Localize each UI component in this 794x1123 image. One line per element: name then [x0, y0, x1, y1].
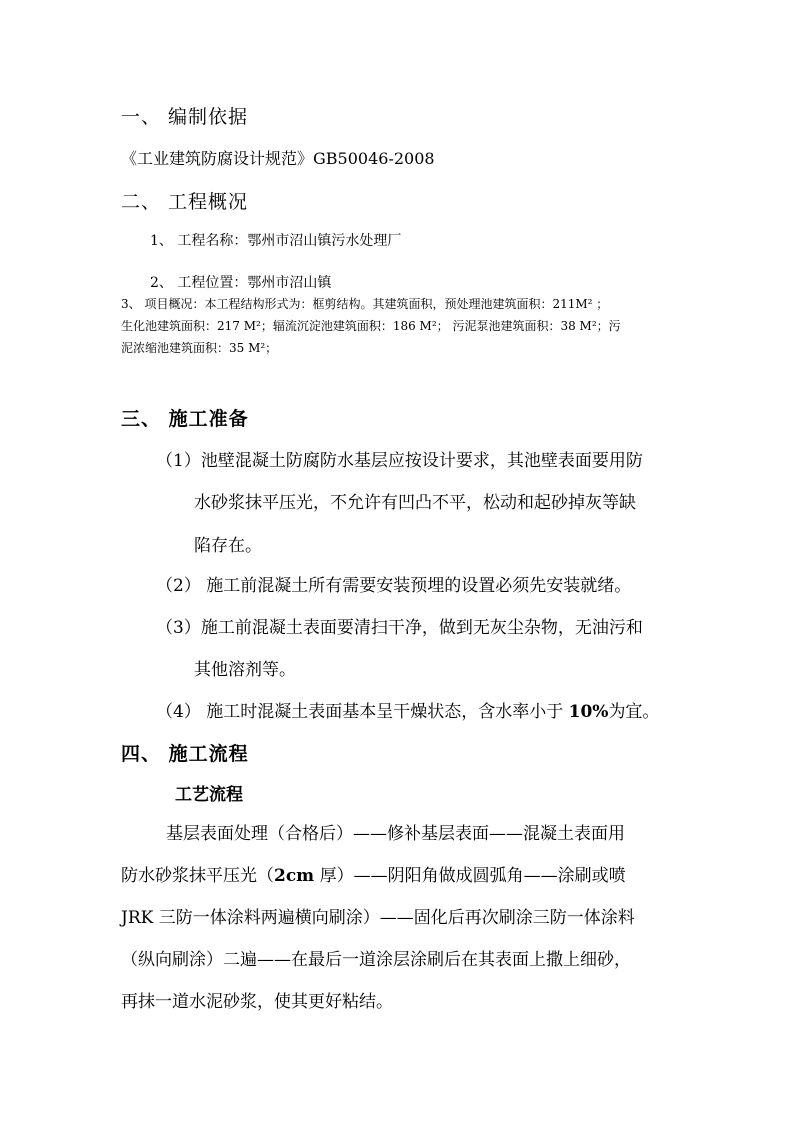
- s2-item-1: 1、 工程名称：鄂州市沼山镇污水处理厂: [150, 233, 402, 249]
- s2-item-3-line-3: 泥浓缩池建筑面积：35 M²；: [121, 341, 278, 355]
- s4-flow-line-2-thickness: 2cm: [274, 866, 315, 886]
- s4-flow-line-2-pre: 防水砂浆抹平压光（: [121, 866, 274, 886]
- s3-p4-text: （4） 施工时混凝土表面基本呈干燥状态，含水率小于: [156, 702, 569, 722]
- s2-item-3-line-1: 3、 项目概况：本工程结构形式为：框剪结构。其建筑面积，预处理池建筑面积：211M² ；: [121, 297, 609, 311]
- s3-p2: （2） 施工前混凝土所有需要安装预埋的设置必须先安装就绪。: [156, 576, 632, 596]
- s2-item-2: 2、 工程位置：鄂州市沼山镇: [150, 275, 332, 291]
- s4-flow-line-1: 基层表面处理（合格后）——修补基层表面——混凝土表面用: [166, 824, 625, 844]
- s4-flow-line-3: JRK 三防一体涂料两遍横向刷涂）——固化后再次刷涂三防一体涂料: [121, 908, 635, 928]
- s3-p4-percent: 10%: [568, 702, 609, 722]
- s3-p4: [156, 704, 659, 721]
- s4-subheading: 工艺流程: [175, 785, 243, 805]
- s4-flow-line-5: 再抹一道水泥砂浆，使其更好粘结。: [121, 992, 393, 1012]
- s3-p1-line-1: （1）池壁混凝土防腐防水基层应按设计要求，其池壁表面要用防: [156, 451, 643, 471]
- s4-flow-line-2: [121, 868, 626, 885]
- s3-heading: 三、 施工准备: [121, 408, 249, 430]
- s2-heading: 二、 工程概况: [121, 191, 249, 213]
- s3-p3-line-2: 其他溶剂等。: [194, 660, 296, 680]
- s4-flow-line-4: （纵向刷涂）二遍——在最后一道涂层涂刷后在其表面上撒上细砂，: [121, 950, 631, 970]
- s4-heading: 四、 施工流程: [121, 743, 249, 765]
- s3-p1-line-3: 陷存在。: [194, 536, 262, 556]
- s3-p4-tail: 为宜。: [608, 702, 660, 722]
- s2-item-3-line-2: 生化池建筑面积：217 M²；辐流沉淀池建筑面积：186 M²； 污泥泵池建筑面积：38 M²；污: [121, 319, 621, 333]
- s3-p3-line-1: （3）施工前混凝土表面要清扫干净，做到无灰尘杂物，无油污和: [156, 618, 643, 638]
- s1-reference: 《工业建筑防腐设计规范》GB50046-2008: [121, 149, 435, 168]
- s3-p1-line-2: 水砂浆抹平压光，不允许有凹凸不平，松动和起砂掉灰等缺: [194, 493, 636, 513]
- s4-flow-line-2-post: 厚）——阴阳角做成圆弧角——涂刷或喷: [314, 866, 626, 886]
- s1-heading: 一、 编制依据: [121, 106, 249, 128]
